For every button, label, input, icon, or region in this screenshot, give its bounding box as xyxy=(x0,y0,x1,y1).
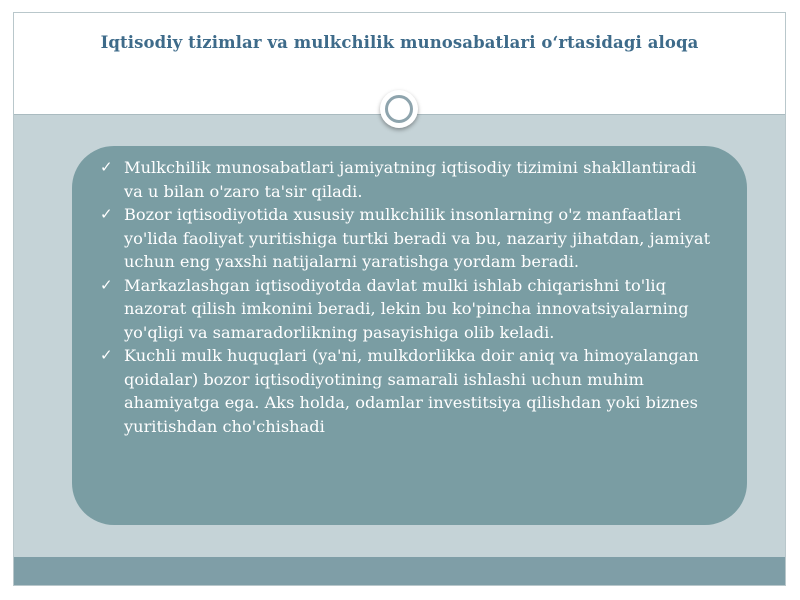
bullet-item xyxy=(100,203,711,274)
bullet-item xyxy=(100,344,711,438)
bullet-text: Markazlashgan iqtisodiyotda davlat mulki ishlab chiqarishni to'liq nazorat qilish imkonini beradi, lekin bu ko'pincha innovatsiyalarning yo'qligi va samaradorlikning pasayishiga olib keladi. xyxy=(124,275,689,342)
slide-title: Iqtisodiy tizimlar va mulkchilik munosabatlari oʻrtasidagi aloqa xyxy=(100,33,699,52)
ring-ornament-icon xyxy=(380,90,418,128)
content-box xyxy=(72,146,747,525)
bullet-item xyxy=(100,156,711,203)
bullet-text: Kuchli mulk huquqlari (ya'ni, mulkdorlikka doir aniq va himoyalangan qoidalar) bozor iqtisodiyotining samarali ishlashi uchun muhim ahamiyatga ega. Aks holda, odamlar investitsiya qilishdan yoki biznes yuritishdan cho'chishadi xyxy=(124,346,699,436)
check-icon: ✓ xyxy=(100,275,113,294)
check-icon: ✓ xyxy=(100,158,113,176)
bullet-item xyxy=(100,274,711,345)
bullet-list xyxy=(100,156,711,438)
bullet-text: Bozor iqtisodiyotida xususiy mulkchilik insonlarning o'z manfaatlari yo'lida faoliyat yuritishiga turtki beradi va bu, nazariy jihatdan, jamiyat uchun eng yaxshi natijalarni yaratishga yordam beradi. xyxy=(124,205,711,271)
check-icon: ✓ xyxy=(100,205,113,223)
bullet-text: Mulkchilik munosabatlari jamiyatning iqtisodiy tizimini shakllantiradi va u bilan o'zaro ta'sir qiladi. xyxy=(124,158,697,201)
slide xyxy=(13,12,786,586)
check-icon: ✓ xyxy=(100,346,113,364)
bottom-band xyxy=(14,557,785,585)
